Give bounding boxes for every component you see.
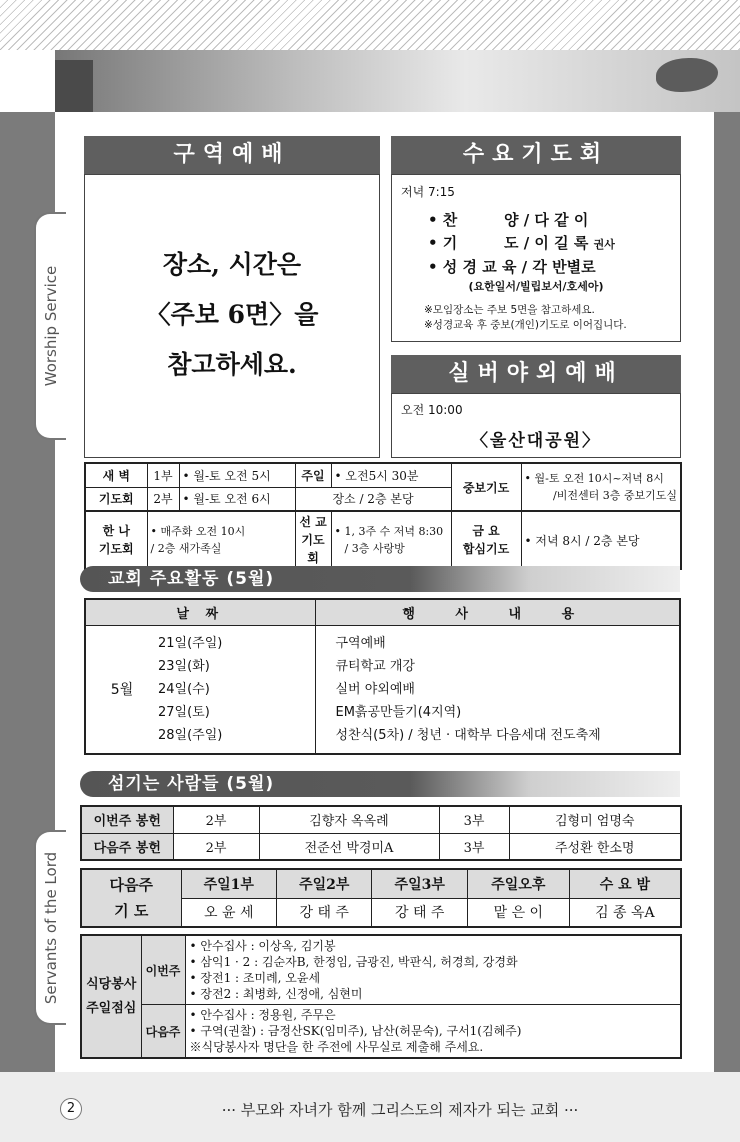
- intercession-detail: • 월-토 오전 10시~저녁 8시 /비전센터 3층 중보기도실: [521, 463, 681, 511]
- district-line-3: 참고하세요.: [167, 350, 297, 379]
- header-banner: [55, 50, 740, 112]
- mission-label: 선 교 기도회: [295, 511, 331, 569]
- offering-session: 3부: [439, 806, 509, 833]
- meal-server: • 장전1 : 조미례, 오윤세: [189, 971, 321, 985]
- mission-detail: • 1, 3주 수 저녁 8:30 / 3층 사랑방: [331, 511, 451, 569]
- district-line-2: 〈주보 6면〉을: [145, 300, 319, 329]
- session-1: 1부: [147, 463, 179, 487]
- wednesday-note: ※성경교육 후 중보(개인)기도로 이어집니다.: [424, 319, 627, 331]
- header-event: 행 사 내 용: [315, 599, 680, 625]
- next-week-list: [185, 1005, 681, 1059]
- sunday-place: 장소 / 2층 본당: [295, 487, 451, 511]
- offering-session: 3부: [439, 833, 509, 860]
- offering-table: [80, 805, 682, 861]
- wednesday-item: • 찬 양 / 다 같 이: [428, 211, 589, 229]
- activity-date: 28일(주일): [158, 727, 223, 743]
- activities-section-title: 교회 주요활동 (5월): [80, 566, 680, 592]
- offering-names: 주성환 한소명: [509, 833, 681, 860]
- dates-list: [158, 632, 222, 747]
- activity-date: 23일(화): [158, 658, 210, 674]
- meal-service-label: 식당봉사 주일점심: [81, 935, 141, 1058]
- prayer-meetings-table: [84, 462, 682, 570]
- wednesday-item: • 기 도 / 이 길 록 권사: [428, 234, 615, 252]
- friday-label: 금 요 합심기도: [451, 511, 521, 569]
- cloud-image: [656, 58, 718, 92]
- right-border: [714, 112, 740, 1074]
- meal-server: • 구역(권찰) : 금정산SK(임미주), 남산(허문숙), 구서1(김혜주): [189, 1024, 522, 1038]
- session-2: 2부: [147, 487, 179, 511]
- hannah-label: 한 나 기도회: [85, 511, 147, 569]
- bible-books: (요한일서/빌립보서/호세아): [468, 280, 604, 293]
- this-week-label: 이번주: [141, 935, 185, 1005]
- wednesday-note: ※모임장소는 주보 5면을 참고하세요.: [424, 304, 595, 316]
- intercession-label: 중보기도: [451, 463, 521, 511]
- activity-event: 성찬식(5차) / 청년 · 대학부 다음세대 전도축제: [335, 727, 601, 743]
- hannah-detail: • 매주화 오전 10시 / 2층 새가족실: [147, 511, 295, 569]
- servants-label: Servants of the Lord: [42, 851, 60, 1004]
- district-worship-box: [84, 174, 380, 458]
- silver-time: 오전 10:00: [401, 403, 463, 417]
- church-motto: ··· 부모와 자녀가 함께 그리스도의 제자가 되는 교회 ···: [221, 1101, 579, 1119]
- silver-worship-title: 실버야외예배: [391, 355, 681, 393]
- worship-service-tab: [34, 212, 66, 440]
- next-week-label: 다음주: [141, 1005, 185, 1059]
- prayer-leader: 강 태 주: [372, 898, 467, 927]
- worship-service-label: Worship Service: [42, 265, 60, 387]
- prayer-leader: 맡 은 이: [467, 898, 569, 927]
- activities-table: [84, 598, 681, 755]
- wednesday-prayer-box: [391, 174, 681, 342]
- wednesday-prayer-title: 수요기도회: [391, 136, 681, 174]
- district-worship-title: 구역예배: [84, 136, 380, 174]
- dawn-label-2: 기도회: [85, 487, 147, 511]
- activity-date: 24일(수): [158, 681, 210, 697]
- hatch-pattern: [0, 0, 740, 50]
- wednesday-items: [428, 209, 678, 279]
- activity-date: 21일(주일): [158, 635, 223, 651]
- meal-server: • 안수집사 : 이상옥, 김기봉: [189, 939, 336, 953]
- offering-session: 2부: [173, 833, 259, 860]
- meal-service-table: [80, 934, 682, 1059]
- service-header: 주일오후: [467, 869, 569, 898]
- wednesday-item: • 성 경 교 육 / 각 반별로: [428, 258, 596, 276]
- prayer-leaders-table: [80, 868, 682, 928]
- activity-event: 구역예배: [335, 635, 386, 651]
- prayer-leader: 강 태 주: [276, 898, 371, 927]
- month-label: 5월: [110, 682, 134, 698]
- offering-label-this: 이번주 봉헌: [81, 806, 173, 833]
- activity-date: 27일(토): [158, 704, 210, 720]
- meal-server: • 삼익1 · 2 : 김순자B, 한정임, 금광진, 박판식, 허경희, 강경화: [189, 955, 518, 969]
- this-week-list: [185, 935, 681, 1005]
- next-prayer-label: 다음주 기 도: [81, 869, 181, 927]
- wednesday-time: 저녁 7:15: [401, 185, 455, 199]
- silver-place: 〈울산대공원〉: [470, 431, 602, 451]
- offering-names: 김향자 옥옥례: [259, 806, 439, 833]
- service-header: 주일1부: [181, 869, 276, 898]
- prayer-leader: 오 윤 세: [181, 898, 276, 927]
- prayer-leader: 김 종 옥A: [569, 898, 681, 927]
- session-1-time: • 월-토 오전 5시: [179, 463, 295, 487]
- meal-note: ※식당봉사자 명단을 한 주전에 사무실로 제출해 주세요.: [189, 1040, 484, 1054]
- offering-session: 2부: [173, 806, 259, 833]
- offering-label-next: 다음주 봉헌: [81, 833, 173, 860]
- activity-event: EM흙공만들기(4지역): [335, 704, 462, 720]
- sunday-time: • 오전5시 30분: [331, 463, 451, 487]
- activity-event: 큐티학교 개강: [335, 658, 415, 674]
- service-header: 주일3부: [372, 869, 467, 898]
- activities-events-cell: [315, 625, 680, 754]
- offering-names: 김형미 엄명숙: [509, 806, 681, 833]
- header-date: 날 짜: [85, 599, 315, 625]
- building-image: [55, 60, 93, 112]
- page-number: 2: [60, 1098, 82, 1120]
- sunday-label: 주일: [295, 463, 331, 487]
- meal-server: • 장전2 : 최병화, 신정애, 심현미: [189, 987, 363, 1001]
- meal-server: • 안수집사 : 정용원, 주무은: [189, 1008, 336, 1022]
- district-line-1: 장소, 시간은: [162, 250, 302, 279]
- service-header: 수 요 밤: [569, 869, 681, 898]
- service-header: 주일2부: [276, 869, 371, 898]
- dawn-label: 새 벽: [85, 463, 147, 487]
- offering-names: 전준선 박경미A: [259, 833, 439, 860]
- servants-tab: [34, 830, 66, 1025]
- activity-event: 실버 야외예배: [335, 681, 415, 697]
- activities-dates-cell: [85, 625, 315, 754]
- friday-detail: • 저녁 8시 / 2층 본당: [521, 511, 681, 569]
- session-2-time: • 월-토 오전 6시: [179, 487, 295, 511]
- wednesday-notes: [424, 303, 627, 333]
- silver-worship-box: [391, 393, 681, 458]
- servers-section-title: 섬기는 사람들 (5월): [80, 771, 680, 797]
